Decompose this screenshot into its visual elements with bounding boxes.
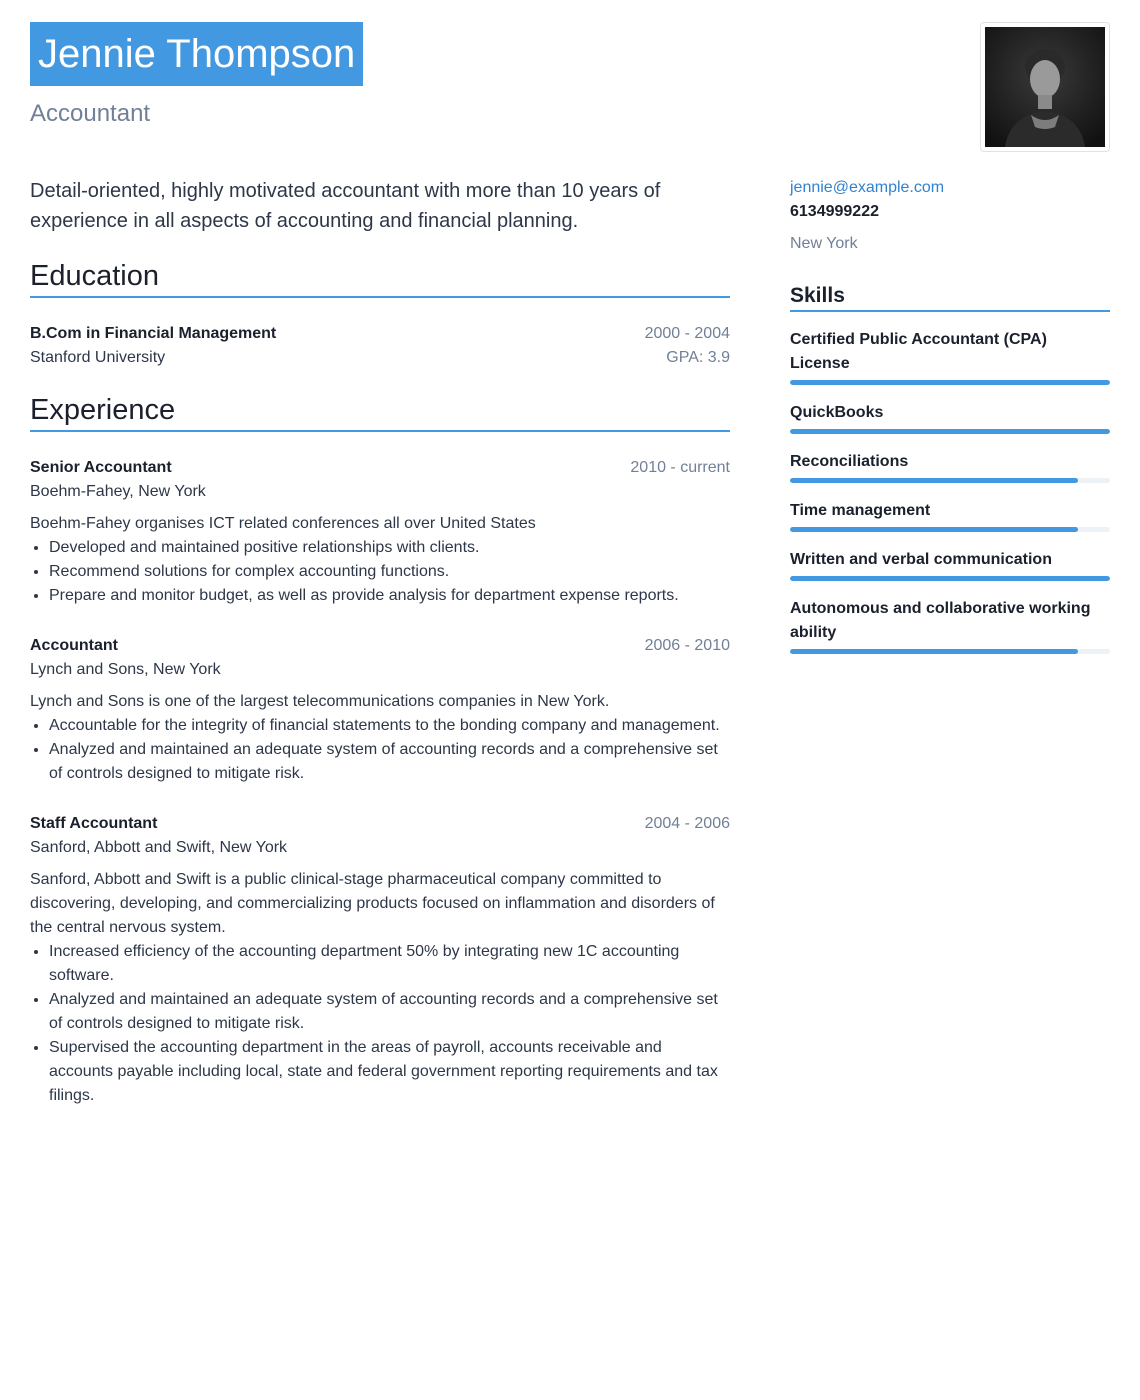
skill-bar-fill	[790, 380, 1110, 385]
job-entry	[30, 456, 730, 608]
skill-bar-fill	[790, 429, 1110, 434]
skill-bar-fill	[790, 478, 1078, 483]
job-entry	[30, 634, 730, 786]
job-bullet: • Recommend solutions for complex accounting functions.	[49, 560, 730, 584]
email-link[interactable]: jennie@example.com	[790, 179, 945, 196]
skill-name: QuickBooks	[790, 404, 884, 421]
school: Stanford University	[30, 349, 166, 366]
skill-bar-fill	[790, 527, 1078, 532]
skill-item	[790, 499, 1110, 532]
skill-name: Autonomous and collaborative working ability	[790, 600, 1091, 641]
skill-item	[790, 328, 1110, 385]
skill-bar-fill	[790, 576, 1110, 581]
skill-bar	[790, 649, 1110, 654]
job-role: Staff Accountant	[30, 815, 158, 832]
skill-bar	[790, 380, 1110, 385]
skills-heading: Skills	[790, 282, 1110, 312]
candidate-name: Jennie Thompson	[30, 22, 363, 86]
job-bullets	[49, 714, 730, 786]
gpa: GPA: 3.9	[666, 349, 730, 366]
education-years: 2000 - 2004	[644, 325, 730, 342]
job-company: Lynch and Sons, New York	[30, 661, 221, 678]
job-bullet: • Analyzed and maintained an adequate system of accounting records and a comprehensive set of controls designed to mitigate risk.	[49, 988, 730, 1036]
skill-name: Reconciliations	[790, 453, 909, 470]
job-entry	[30, 812, 730, 1108]
experience-heading: Experience	[30, 392, 730, 432]
education-heading: Education	[30, 258, 730, 298]
skill-bar	[790, 527, 1110, 532]
location: New York	[790, 235, 858, 252]
sidebar	[790, 176, 1110, 654]
job-years: 2004 - 2006	[644, 815, 730, 832]
job-role: Senior Accountant	[30, 459, 172, 476]
job-description: Sanford, Abbott and Swift is a public clinical-stage pharmaceutical company committed to discovering, developing, and commercializing products focused on inflammation and disorders of the central nervous system.	[30, 871, 715, 936]
job-bullets	[49, 940, 730, 1108]
job-years: 2006 - 2010	[644, 637, 730, 654]
phone-number: 6134999222	[790, 203, 879, 220]
main-column	[30, 176, 730, 1108]
skill-item	[790, 597, 1110, 654]
skill-bar	[790, 576, 1110, 581]
job-bullets	[49, 536, 730, 608]
job-bullet: • Accountable for the integrity of financial statements to the bonding company and management.	[49, 714, 730, 738]
job-bullet: • Prepare and monitor budget, as well as provide analysis for department expense reports.	[49, 584, 730, 608]
job-years: 2010 - current	[630, 459, 730, 476]
degree: B.Com in Financial Management	[30, 325, 277, 342]
skill-bar	[790, 429, 1110, 434]
job-description: Lynch and Sons is one of the largest telecommunications companies in New York.	[30, 693, 610, 710]
portrait-image	[985, 27, 1105, 147]
job-bullet: • Supervised the accounting department in the areas of payroll, accounts receivable and accounts payable including local, state and federal government reporting requirements and tax filings.	[49, 1036, 730, 1108]
job-description: Boehm-Fahey organises ICT related conferences all over United States	[30, 515, 536, 532]
skill-item	[790, 401, 1110, 434]
summary: Detail-oriented, highly motivated accountant with more than 10 years of experience in all aspects of accounting and financial planning.	[30, 180, 661, 232]
education-item	[30, 322, 730, 370]
job-role: Accountant	[30, 637, 118, 654]
skill-item	[790, 548, 1110, 581]
profile-photo	[980, 22, 1110, 152]
skill-bar	[790, 478, 1110, 483]
job-company: Sanford, Abbott and Swift, New York	[30, 839, 288, 856]
job-title: Accountant	[30, 100, 151, 127]
skill-bar-fill	[790, 649, 1078, 654]
skill-name: Written and verbal communication	[790, 551, 1052, 568]
skill-item	[790, 450, 1110, 483]
job-bullet: • Increased efficiency of the accounting department 50% by integrating new 1C accounting software.	[49, 940, 730, 988]
skill-name: Time management	[790, 502, 931, 519]
skill-name: Certified Public Accountant (CPA) License	[790, 331, 1047, 372]
job-bullet: • Developed and maintained positive relationships with clients.	[49, 536, 730, 560]
job-company: Boehm-Fahey, New York	[30, 483, 206, 500]
job-bullet: • Analyzed and maintained an adequate system of accounting records and a comprehensive set of controls designed to mitigate risk.	[49, 738, 730, 786]
